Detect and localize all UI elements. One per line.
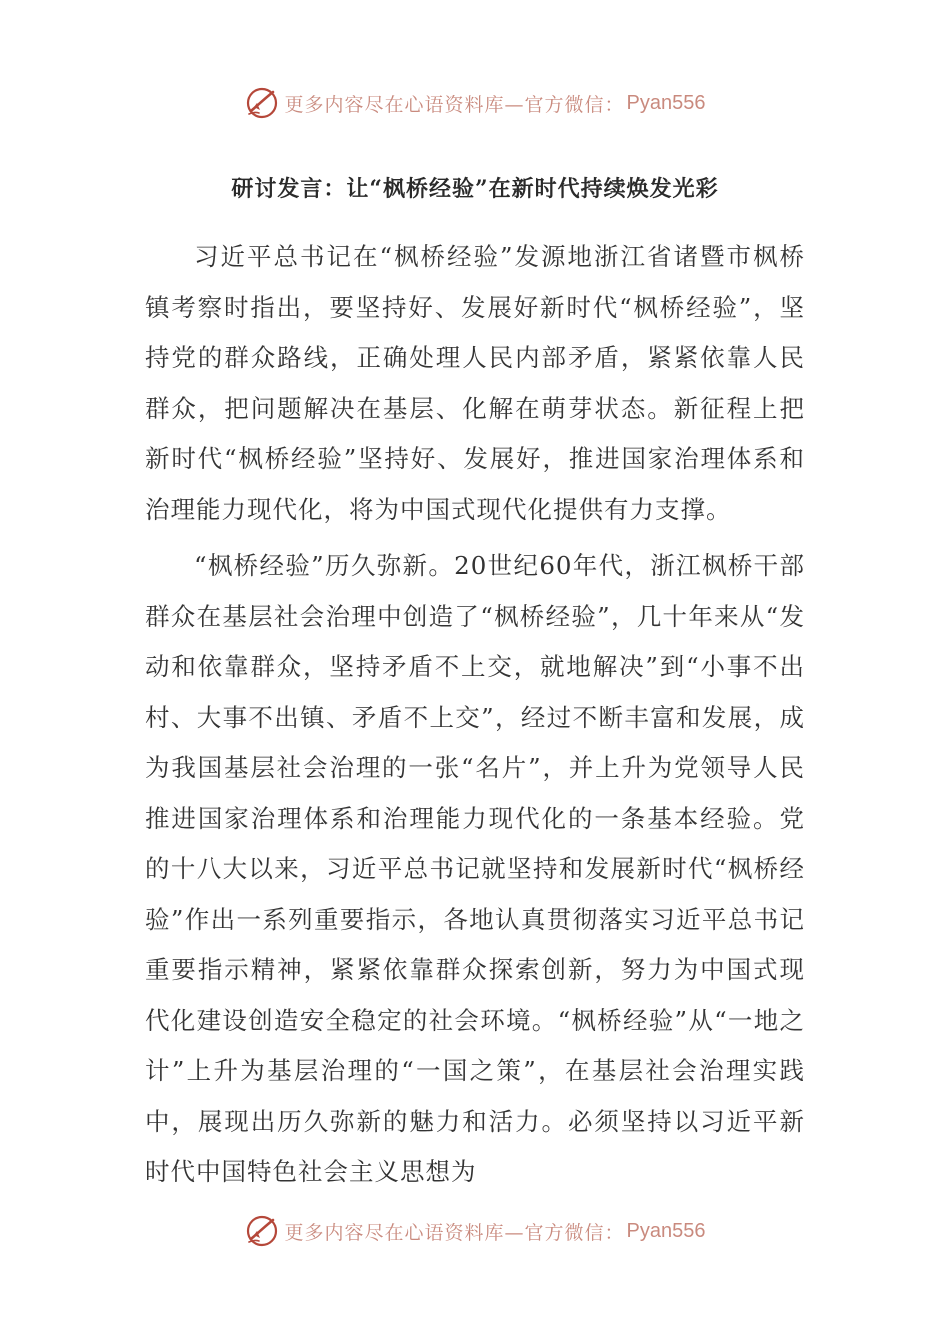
document-title: 研讨发言：让“枫桥经验”在新时代持续焕发光彩 — [231, 176, 719, 202]
footer-banner-wechat-id: Pyan556 — [626, 1219, 706, 1242]
footer-banner-text: 更多内容尽在心语资料库—官方微信： — [284, 1221, 625, 1244]
header-banner[interactable] — [0, 83, 950, 123]
header-banner-text: 更多内容尽在心语资料库—官方微信： — [284, 93, 625, 116]
pen-circle-logo-icon — [245, 86, 279, 120]
pen-circle-logo-icon — [245, 1214, 279, 1248]
header-banner-wechat-id: Pyan556 — [626, 91, 706, 114]
paragraph-2: “枫桥经验”历久弥新。20世纪60年代，浙江枫桥干部群众在基层社会治理中创造了“枫桥经验”，几十年来从“发动和依靠群众，坚持矛盾不上交，就地解决”到“小事不出村、大事不出镇、矛盾不上交”，经过不断丰富和发展，成为我国基层社会治理的一张“名片”，并上升为党领导人民推进国家治理体系和治理能力现代化的一条基本经验。党的十八大以来，习近平总书记就坚持和发展新时代“枫桥经验”作出一系列重要指示，各地认真贯彻落实习近平总书记重要指示精神，紧紧依靠群众探索创新，努力为中国式现代化建设创造安全稳定的社会环境。“枫桥经验”从“一地之计”上升为基层治理的“一国之策”，在基层社会治理实践中，展现出历久弥新的魅力和活力。必须坚持以习近平新时代中国特色社会主义思想为 — [145, 551, 805, 1186]
paragraph-1: 习近平总书记在“枫桥经验”发源地浙江省诸暨市枫桥镇考察时指出，要坚持好、发展好新时代“枫桥经验”，坚持党的群众路线，正确处理人民内部矛盾，紧紧依靠人民群众，把问题解决在基层、化解在萌芽状态。新征程上把新时代“枫桥经验”坚持好、发展好，推进国家治理体系和治理能力现代化，将为中国式现代化提供有力支撑。 — [145, 242, 805, 524]
footer-banner[interactable] — [0, 1211, 950, 1251]
